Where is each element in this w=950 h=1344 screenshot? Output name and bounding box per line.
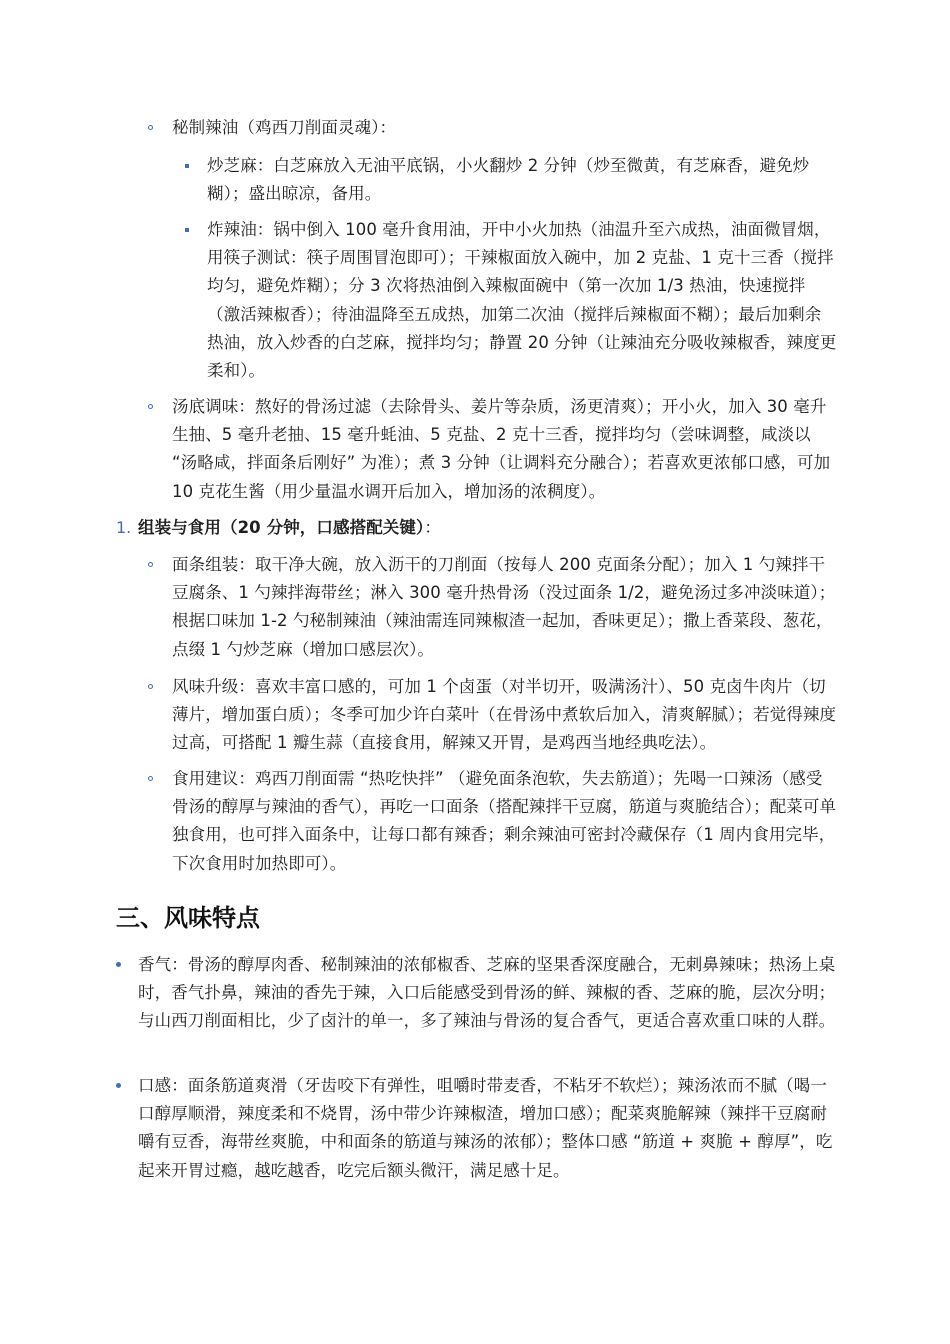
bullet-dot-icon [116, 962, 121, 967]
bullet-dot-icon [116, 1083, 121, 1088]
circle-bullet-icon [148, 684, 153, 689]
chili-oil-title: 秘制辣油（鸡西刀削面灵魂）： [172, 118, 397, 137]
list-number: 1. [116, 518, 132, 537]
circle-bullet-icon [148, 404, 153, 409]
soup-base-text: 汤底调味：熬好的骨汤过滤（去除骨头、姜片等杂质，汤更清爽）；开小火，加入 30 毫升生抽、5 毫升老抽、15 毫升蚝油、5 克盐、2 克十三香，搅拌均匀（尝味调整，咸淡以 “汤略咸，拌面条后刚好” 为准）；煮 3 分钟（让调料充分融合）；若喜欢更浓郁口感，可加 10 克花生酱（用少量温水调开后加入，增加汤的浓稠度）。 [172, 397, 831, 501]
circle-bullet-icon [148, 562, 153, 567]
assembly-title: 组装与食用（20 分钟，口感搭配关键） [138, 518, 425, 537]
circle-bullet-icon [148, 776, 153, 781]
circle-bullet-icon [148, 125, 153, 130]
assembly-upgrade: 风味升级：喜欢丰富口感的，可加 1 个卤蛋（对半切开，吸满汤汁）、50 克卤牛肉片（切薄片，增加蛋白质）；冬季可加少许白菜叶（在骨汤中煮软后加入，清爽解腻）；若觉得辣度过高，可搭配 1 瓣生蒜（直接食用，解辣又开胃，是鸡西当地经典吃法）。 [172, 677, 837, 753]
flavor-aroma: 香气：骨汤的醇厚肉香、秘制辣油的浓郁椒香、芝麻的坚果香深度融合，无刺鼻辣味；热汤上桌时，香气扑鼻，辣油的香先于辣，入口后能感受到骨汤的鲜、辣椒的香、芝麻的脆，层次分明；与山西刀削面相比，少了卤汁的单一，多了辣油与骨汤的复合香气，更适合喜欢重口味的人群。 [138, 955, 836, 1031]
square-bullet-icon [185, 228, 189, 232]
section-heading: 三、风味特点 [116, 904, 260, 932]
assembly-title-colon: ： [424, 518, 441, 537]
assembly-suggestion: 食用建议：鸡西刀削面需 “热吃快拌” （避免面条泡软，失去筋道）；先喝一口辣汤（感受骨汤的醇厚与辣油的香气），再吃一口面条（搭配辣拌干豆腐，筋道与爽脆结合）；配菜可单独食用，也可拌入面条中，让每口都有辣香；剩余辣油可密封冷藏保存（1 周内食用完毕，下次食用时加热即可）。 [172, 769, 837, 873]
chili-oil-step-fry: 炸辣油：锅中倒入 100 毫升食用油，开中小火加热（油温升至六成热，油面微冒烟，用筷子测试：筷子周围冒泡即可）；干辣椒面放入碗中，加 2 克盐、1 克十三香（搅拌均匀，避免炸糊）；分 3 次将热油倒入辣椒面碗中（第一次加 1/3 热油，快速搅拌（激活辣椒香）；待油温降至五成热，加第二次油（搅拌后辣椒面不糊）；最后加剩余热油，放入炒香的白芝麻，搅拌均匀；静置 20 分钟（让辣油充分吸收辣椒香，辣度更柔和）。 [207, 220, 837, 381]
square-bullet-icon [185, 164, 189, 168]
flavor-texture: 口感：面条筋道爽滑（牙齿咬下有弹性，咀嚼时带麦香，不粘牙不软烂）；辣汤浓而不腻（喝一口醇厚顺滑，辣度柔和不烧胃，汤中带少许辣椒渣，增加口感）；配菜爽脆解辣（辣拌干豆腐耐嚼有豆香，海带丝爽脆，中和面条的筋道与辣汤的浓郁）；整体口感 “筋道 + 爽脆 + 醇厚”，吃起来开胃过瘾，越吃越香，吃完后额头微汗，满足感十足。 [138, 1076, 833, 1180]
chili-oil-step-sesame: 炒芝麻：白芝麻放入无油平底锅，小火翻炒 2 分钟（炒至微黄，有芝麻香，避免炒糊）；盛出晾凉，备用。 [207, 156, 810, 204]
assembly-noodles: 面条组装：取干净大碗，放入沥干的刀削面（按每人 200 克面条分配）；加入 1 勺辣拌干豆腐条、1 勺辣拌海带丝；淋入 300 毫升热骨汤（没过面条 1/2，避免汤过多冲淡味道）；根据口味加 1-2 勺秘制辣油（辣油需连同辣椒渣一起加，香味更足）；撒上香菜段、葱花，点缀 1 勺炒芝麻（增加口感层次）。 [172, 555, 836, 659]
